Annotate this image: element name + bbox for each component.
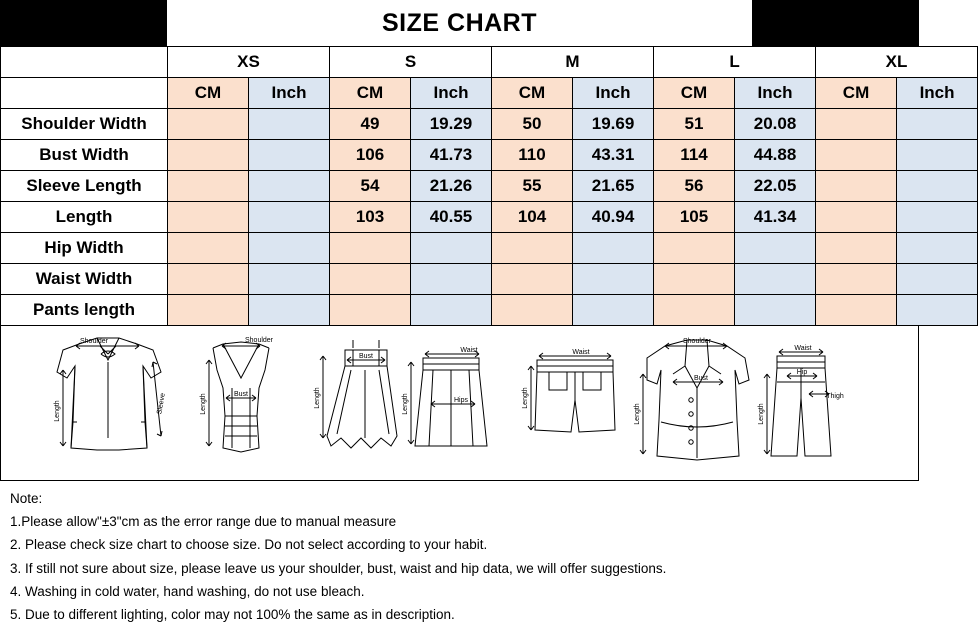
cell-hip-l-inch xyxy=(735,233,816,264)
unit-s-cm: CM xyxy=(330,78,411,109)
svg-text:Length: Length xyxy=(634,403,641,425)
cell-shoulder-m-cm: 50 xyxy=(492,109,573,140)
cell-waist-m-cm xyxy=(492,264,573,295)
cell-length-xs-inch xyxy=(249,202,330,233)
title-bar xyxy=(0,0,919,46)
cell-waist-xl-cm xyxy=(816,264,897,295)
svg-text:Waist: Waist xyxy=(460,347,478,354)
table-row xyxy=(1,264,978,295)
cell-length-xl-inch xyxy=(897,202,978,233)
cell-shoulder-l-cm: 51 xyxy=(654,109,735,140)
svg-text:Length: Length xyxy=(314,387,321,409)
cell-pants-l-inch xyxy=(735,295,816,326)
svg-text:Length: Length xyxy=(200,393,207,415)
illustration-pants xyxy=(758,345,844,456)
table-row xyxy=(1,171,978,202)
cell-bust-l-inch: 44.88 xyxy=(735,140,816,171)
unit-xl-cm: CM xyxy=(816,78,897,109)
cell-pants-s-inch xyxy=(411,295,492,326)
cell-length-l-inch: 41.34 xyxy=(735,202,816,233)
table-header-units xyxy=(1,78,978,109)
cell-bust-xs-inch xyxy=(249,140,330,171)
cell-hip-xl-cm xyxy=(816,233,897,264)
unit-m-cm: CM xyxy=(492,78,573,109)
row-label-hip-width: Hip Width xyxy=(1,233,168,264)
illustration-blouse xyxy=(54,338,167,450)
svg-text:Waist: Waist xyxy=(572,349,590,356)
svg-text:Hips: Hips xyxy=(453,397,469,404)
cell-shoulder-l-inch: 20.08 xyxy=(735,109,816,140)
unit-m-inch: Inch xyxy=(573,78,654,109)
cell-sleeve-l-cm: 56 xyxy=(654,171,735,202)
unit-xs-inch: Inch xyxy=(249,78,330,109)
note-line-3: 3. If still not sure about size, please leave us your shoulder, bust, waist and hip data, we will offer suggestions. xyxy=(10,560,667,576)
cell-hip-xs-inch xyxy=(249,233,330,264)
cell-waist-s-cm xyxy=(330,264,411,295)
size-header-s: S xyxy=(330,47,492,78)
illustration-coat xyxy=(634,338,749,460)
cell-shoulder-xs-inch xyxy=(249,109,330,140)
note-line-5: 5. Due to different lighting, color may not 100% the same as in description. xyxy=(10,607,455,623)
cell-waist-l-inch xyxy=(735,264,816,295)
unit-l-cm: CM xyxy=(654,78,735,109)
illustration-camisole xyxy=(200,337,274,452)
cell-bust-xl-cm xyxy=(816,140,897,171)
unit-xs-cm: CM xyxy=(168,78,249,109)
svg-text:Bust: Bust xyxy=(358,353,374,360)
row-label-bust-width: Bust Width xyxy=(1,140,168,171)
table-row xyxy=(1,140,978,171)
unit-row-corner xyxy=(1,78,168,109)
cell-bust-s-inch: 41.73 xyxy=(411,140,492,171)
size-header-xl: XL xyxy=(816,47,978,78)
svg-text:Length: Length xyxy=(758,403,765,425)
svg-text:Length: Length xyxy=(54,400,61,422)
cell-length-l-cm: 105 xyxy=(654,202,735,233)
svg-text:Bust: Bust xyxy=(693,375,709,382)
title-bar-right-block xyxy=(752,0,919,46)
cell-hip-xs-cm xyxy=(168,233,249,264)
svg-text:Shoulder: Shoulder xyxy=(79,338,109,345)
cell-bust-xs-cm xyxy=(168,140,249,171)
cell-sleeve-xs-inch xyxy=(249,171,330,202)
size-header-xs: XS xyxy=(168,47,330,78)
cell-pants-s-cm xyxy=(330,295,411,326)
svg-text:Waist: Waist xyxy=(794,345,812,352)
cell-waist-m-inch xyxy=(573,264,654,295)
cell-bust-m-cm: 110 xyxy=(492,140,573,171)
note-line-1: 1.Please allow"±3"cm as the error range due to manual measure xyxy=(10,514,397,530)
cell-sleeve-l-inch: 22.05 xyxy=(735,171,816,202)
page-title: SIZE CHART xyxy=(382,8,537,37)
table-header-sizes xyxy=(1,47,978,78)
table-row xyxy=(1,233,978,264)
note-line-4: 4. Washing in cold water, hand washing, do not use bleach. xyxy=(10,583,365,599)
cell-length-m-inch: 40.94 xyxy=(573,202,654,233)
cell-pants-m-cm xyxy=(492,295,573,326)
corner-cell xyxy=(1,47,168,78)
svg-text:Length: Length xyxy=(402,393,409,415)
cell-bust-l-cm: 114 xyxy=(654,140,735,171)
cell-waist-s-inch xyxy=(411,264,492,295)
svg-text:Bust: Bust xyxy=(233,391,249,398)
svg-text:Thigh: Thigh xyxy=(826,393,844,400)
cell-sleeve-xs-cm xyxy=(168,171,249,202)
cell-pants-xs-inch xyxy=(249,295,330,326)
cell-length-s-inch: 40.55 xyxy=(411,202,492,233)
cell-hip-s-cm xyxy=(330,233,411,264)
illustration-skirt xyxy=(402,347,487,446)
illustration-skater-dress xyxy=(314,340,397,448)
notes-section xyxy=(0,481,919,626)
cell-bust-s-cm: 106 xyxy=(330,140,411,171)
row-label-waist-width: Waist Width xyxy=(1,264,168,295)
cell-shoulder-xl-cm xyxy=(816,109,897,140)
cell-length-xl-cm xyxy=(816,202,897,233)
cell-waist-xl-inch xyxy=(897,264,978,295)
title-container xyxy=(167,0,752,46)
table-row xyxy=(1,202,978,233)
unit-s-inch: Inch xyxy=(411,78,492,109)
cell-sleeve-xl-cm xyxy=(816,171,897,202)
svg-text:Length: Length xyxy=(522,387,529,409)
row-label-shoulder-width: Shoulder Width xyxy=(1,109,168,140)
size-header-m: M xyxy=(492,47,654,78)
illustration-shorts xyxy=(522,349,615,432)
cell-waist-l-cm xyxy=(654,264,735,295)
cell-sleeve-s-cm: 54 xyxy=(330,171,411,202)
cell-hip-xl-inch xyxy=(897,233,978,264)
cell-hip-s-inch xyxy=(411,233,492,264)
svg-text:Shoulder: Shoulder xyxy=(682,338,712,345)
table-row xyxy=(1,109,978,140)
size-header-l: L xyxy=(654,47,816,78)
cell-hip-m-cm xyxy=(492,233,573,264)
notes-heading: Note: xyxy=(10,491,43,506)
cell-waist-xs-inch xyxy=(249,264,330,295)
illustration-svg xyxy=(1,326,918,479)
cell-pants-xl-inch xyxy=(897,295,978,326)
cell-shoulder-s-inch: 19.29 xyxy=(411,109,492,140)
row-label-length: Length xyxy=(1,202,168,233)
svg-text:Hip: Hip xyxy=(796,369,808,376)
unit-l-inch: Inch xyxy=(735,78,816,109)
unit-xl-inch: Inch xyxy=(897,78,978,109)
title-bar-left-block xyxy=(0,0,167,46)
cell-bust-xl-inch xyxy=(897,140,978,171)
cell-length-m-cm: 104 xyxy=(492,202,573,233)
cell-sleeve-xl-inch xyxy=(897,171,978,202)
cell-hip-l-cm xyxy=(654,233,735,264)
cell-shoulder-m-inch: 19.69 xyxy=(573,109,654,140)
cell-bust-m-inch: 43.31 xyxy=(573,140,654,171)
cell-length-xs-cm xyxy=(168,202,249,233)
row-label-sleeve-length: Sleeve Length xyxy=(1,171,168,202)
cell-hip-m-inch xyxy=(573,233,654,264)
garment-measurement-illustrations xyxy=(0,326,919,481)
note-line-2: 2. Please check size chart to choose size. Do not select according to your habit. xyxy=(10,537,488,553)
cell-waist-xs-cm xyxy=(168,264,249,295)
cell-pants-xs-cm xyxy=(168,295,249,326)
cell-pants-l-cm xyxy=(654,295,735,326)
svg-text:Sleeve: Sleeve xyxy=(156,392,167,415)
cell-sleeve-m-inch: 21.65 xyxy=(573,171,654,202)
cell-pants-xl-cm xyxy=(816,295,897,326)
cell-shoulder-xs-cm xyxy=(168,109,249,140)
cell-sleeve-m-cm: 55 xyxy=(492,171,573,202)
row-label-pants-length: Pants length xyxy=(1,295,168,326)
cell-shoulder-xl-inch xyxy=(897,109,978,140)
cell-sleeve-s-inch: 21.26 xyxy=(411,171,492,202)
cell-shoulder-s-cm: 49 xyxy=(330,109,411,140)
cell-pants-m-inch xyxy=(573,295,654,326)
svg-text:Shoulder: Shoulder xyxy=(244,337,274,344)
size-chart-table xyxy=(0,46,978,326)
table-row xyxy=(1,295,978,326)
cell-length-s-cm: 103 xyxy=(330,202,411,233)
